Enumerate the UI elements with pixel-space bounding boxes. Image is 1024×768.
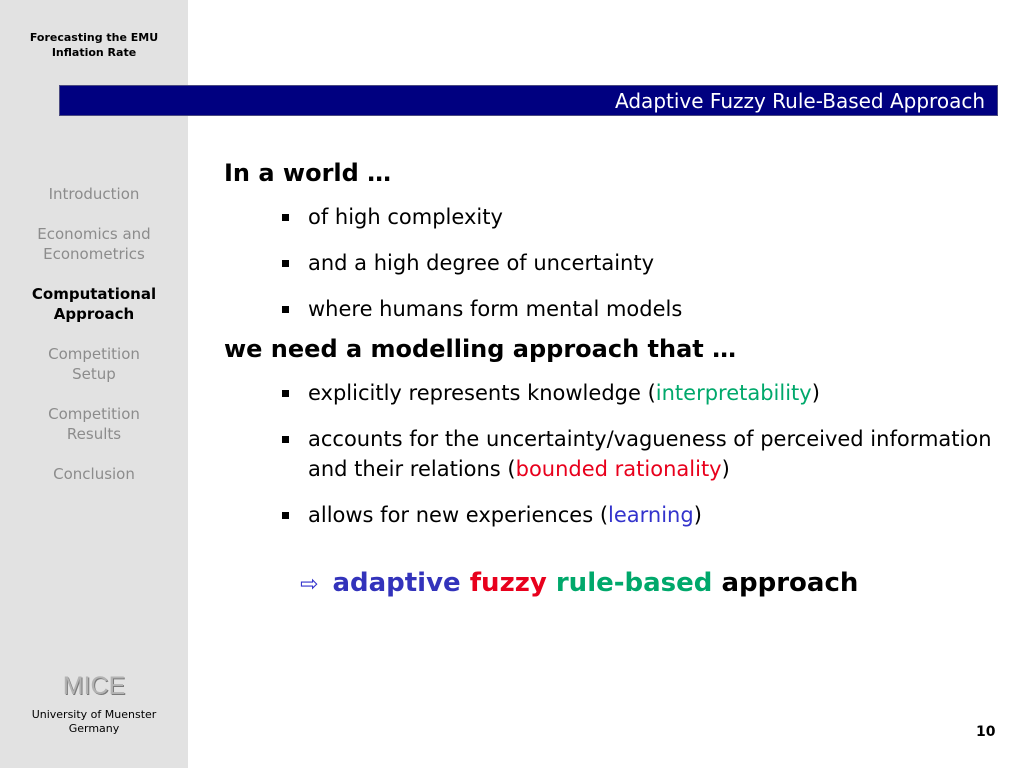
- page-number: 10: [976, 724, 996, 740]
- conclusion-word-approach: approach: [721, 568, 859, 598]
- nav-item-label: Competition: [48, 405, 140, 423]
- bullet-text: explicitly represents knowledge (: [308, 381, 656, 405]
- bullet-item: where humans form mental models: [278, 294, 1004, 324]
- deck-title-line1: Forecasting the EMU: [29, 31, 159, 44]
- conclusion-word-adaptive: adaptive: [332, 568, 461, 598]
- nav-item-label-2: Setup: [72, 365, 116, 383]
- nav-item-computational-approach[interactable]: [0, 284, 188, 324]
- bullet-item: and a high degree of uncertainty: [278, 248, 1004, 278]
- bullet-text-end: ): [693, 503, 702, 527]
- nav-item-label: Introduction: [48, 185, 140, 203]
- bullet-item: [278, 378, 1004, 408]
- nav-item-label-2: Results: [66, 425, 122, 443]
- deck-title-line2: Inflation Rate: [51, 46, 137, 59]
- section-nav: [0, 184, 188, 504]
- nav-item-label-2: Econometrics: [43, 245, 145, 263]
- heading-in-a-world: In a world …: [224, 159, 392, 187]
- nav-item-label: Conclusion: [53, 465, 135, 483]
- bullet-list-requirements: [224, 378, 1004, 530]
- bullet-text: allows for new experiences (: [308, 503, 609, 527]
- slide-title-bar: [59, 85, 998, 116]
- nav-item-conclusion[interactable]: [0, 464, 188, 484]
- nav-item-label: Economics and: [37, 225, 151, 243]
- affiliation-line2: Germany: [68, 722, 120, 735]
- heading-we-need: we need a modelling approach that …: [224, 335, 737, 363]
- bullet-item: [278, 424, 1004, 484]
- deck-title: [0, 30, 188, 60]
- conclusion-word-fuzzy: fuzzy: [469, 568, 547, 598]
- brand-logo: MICE: [62, 672, 126, 700]
- affiliation: [0, 708, 188, 736]
- affiliation-line1: University of Muenster: [31, 708, 157, 721]
- nav-item-competition-setup[interactable]: [0, 344, 188, 384]
- right-arrow-icon: ⇨: [300, 572, 319, 597]
- bullet-list-world: [224, 202, 1004, 324]
- nav-item-introduction[interactable]: [0, 184, 188, 204]
- bullet-text-end: ): [721, 457, 730, 481]
- nav-item-competition-results[interactable]: [0, 404, 188, 444]
- bullet-item: [278, 500, 1004, 530]
- highlight-learning: learning: [608, 503, 694, 527]
- nav-item-label: Computational: [31, 285, 157, 303]
- bullet-item: of high complexity: [278, 202, 1004, 232]
- nav-item-economics[interactable]: [0, 224, 188, 264]
- conclusion-line: [224, 566, 1004, 602]
- bullet-text-end: ): [811, 381, 820, 405]
- nav-item-label: Competition: [48, 345, 140, 363]
- slide-title: Adaptive Fuzzy Rule-Based Approach: [615, 89, 985, 113]
- nav-item-label-2: Approach: [53, 305, 135, 323]
- bullet-text: accounts for the uncertainty/vagueness of perceived information and their relations (: [308, 427, 992, 481]
- highlight-interpretability: interpretability: [655, 381, 812, 405]
- highlight-bounded-rationality: bounded rationality: [515, 457, 722, 481]
- conclusion-word-rule-based: rule-based: [555, 568, 713, 598]
- slide-content: [224, 156, 1004, 602]
